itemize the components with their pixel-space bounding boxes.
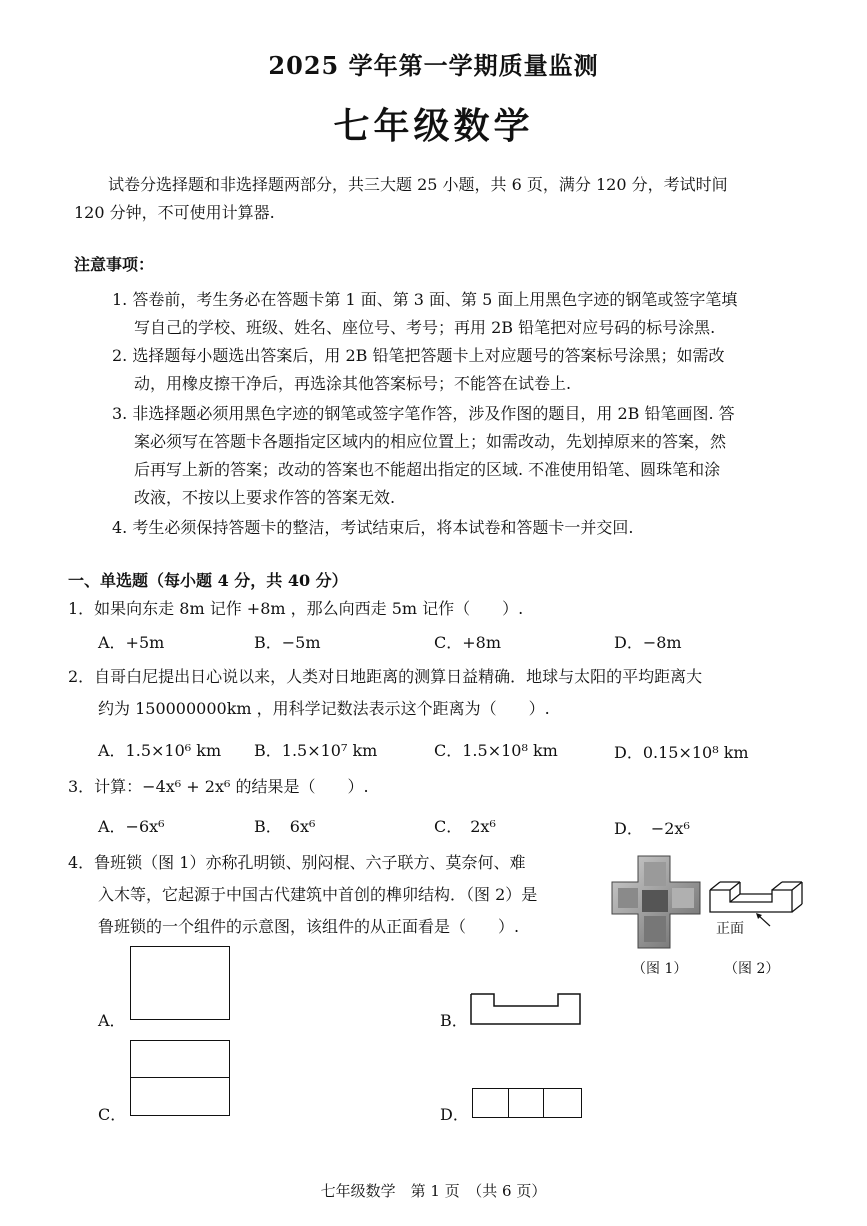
notice-line: 写自己的学校、班级、姓名、座位号、考号；再用 2B 铅笔把对应号码的标号涂黑. [134, 318, 716, 337]
question-1-stem: 1．如果向东走 8m 记作 +8m ，那么向西走 5m 记作（ ）. [68, 599, 524, 618]
option-d-divider-2 [543, 1089, 544, 1117]
option-c-shape [130, 1040, 230, 1116]
notice-heading: 注意事项： [74, 255, 155, 274]
q3-option-b: B． 6x⁶ [254, 817, 316, 836]
notice-line: 后再写上新的答案；改动的答案也不能超出指定的区域. 不准使用铅笔、圆珠笔和涂 [134, 460, 721, 479]
figure-2-caption: （图 2） [724, 961, 780, 977]
exam-title: 2025 学年第一学期质量监测 [268, 51, 599, 80]
question-4-line-2: 入木等，它起源于中国古代建筑中首创的榫卯结构．（图 2）是 [98, 885, 538, 904]
option-d-shape [472, 1088, 582, 1118]
q3-option-d: D． −2x⁶ [614, 819, 690, 838]
notice-line: 3. 非选择题必须用黑色字迹的钢笔或签字笔作答，涉及作图的题目，用 2B 铅笔画图. 答 [112, 404, 735, 423]
q2-option-b: B．1.5×10⁷ km [254, 741, 378, 760]
q2-option-c: C．1.5×10⁸ km [434, 741, 558, 760]
luban-lock-photo [608, 852, 704, 952]
question-4-line-3: 鲁班锁的一个组件的示意图，该组件的从正面看是（ ）. [98, 917, 520, 936]
page-footer: 七年级数学 第 1 页 （共 6 页） [320, 1182, 547, 1200]
option-a-shape [130, 946, 230, 1020]
q1-option-d: D．−8m [614, 633, 682, 652]
notice-line: 4. 考生必须保持答题卡的整洁，考试结束后，将本试卷和答题卡一并交回. [112, 518, 634, 537]
q3-option-a: A．−6x⁶ [98, 817, 165, 836]
q3-option-c: C． 2x⁶ [434, 817, 496, 836]
q1-option-a: A．+5m [98, 633, 165, 652]
q1-option-c: C．+8m [434, 633, 502, 652]
q4-option-a-label: A． [98, 1011, 126, 1030]
q4-option-c-label: C． [98, 1105, 127, 1124]
q4-option-d-label: D． [440, 1105, 469, 1124]
question-3-stem: 3．计算：−4x⁶ + 2x⁶ 的结果是（ ）. [68, 777, 369, 796]
question-2-line-1: 2．自哥白尼提出日心说以来，人类对日地距离的测算日益精确．地球与太阳的平均距离大 [68, 667, 703, 686]
q4-option-b-label: B． [440, 1011, 468, 1030]
section-heading: 一、单选题（每小题 4 分，共 40 分） [68, 571, 348, 590]
q2-option-d: D．0.15×10⁸ km [614, 743, 749, 762]
question-4-line-1: 4．鲁班锁（图 1）亦称孔明锁、别闷棍、六子联方、莫奈何、难 [68, 853, 526, 872]
intro-line-2: 120 分钟，不可使用计算器. [74, 203, 275, 222]
subject-title: 七年级数学 [333, 105, 534, 147]
option-c-divider [131, 1077, 229, 1078]
notice-line: 动，用橡皮擦干净后，再选涂其他答案标号；不能答在试卷上. [134, 374, 572, 393]
intro-line-1: 试卷分选择题和非选择题两部分，共三大题 25 小题，共 6 页，满分 120 分，考试时间 [108, 175, 728, 194]
figure-1-caption: （图 1） [632, 961, 688, 977]
notice-line: 1. 答卷前，考生务必在答题卡第 1 面、第 3 面、第 5 面上用黑色字迹的钢笔或签字笔填 [112, 290, 738, 309]
notice-line: 案必须写在答题卡各题指定区域内的相应位置上；如需改动，先划掉原来的答案，然 [134, 432, 727, 451]
q1-option-b: B．−5m [254, 633, 321, 652]
notice-line: 2. 选择题每小题选出答案后，用 2B 铅笔把答题卡上对应题号的答案标号涂黑；如需改 [112, 346, 725, 365]
front-label: 正面 [716, 921, 744, 937]
notice-line: 改液，不按以上要求作答的答案无效. [134, 488, 396, 507]
option-d-divider-1 [508, 1089, 509, 1117]
q2-option-a: A．1.5×10⁶ km [98, 741, 222, 760]
option-b-shape [470, 992, 582, 1026]
question-2-line-2: 约为 150000000km ，用科学记数法表示这个距离为（ ）. [98, 699, 550, 718]
